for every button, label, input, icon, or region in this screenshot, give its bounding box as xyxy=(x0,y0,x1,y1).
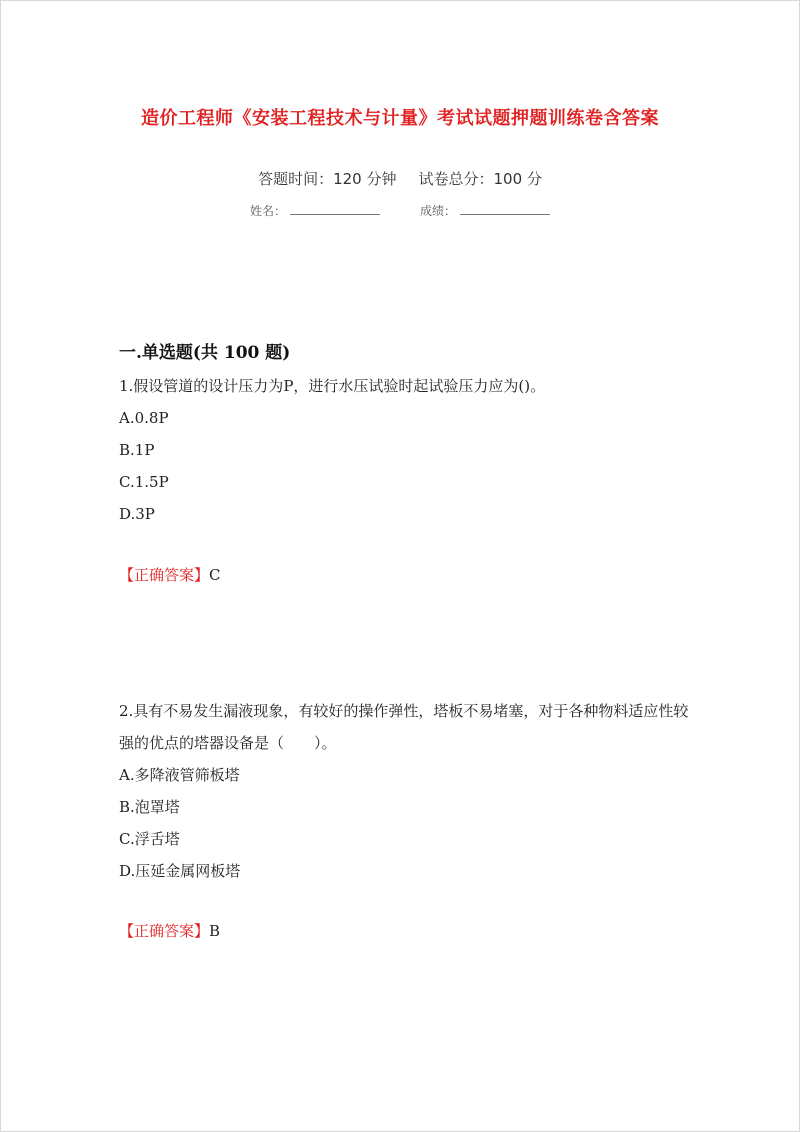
option-c: C.1.5P xyxy=(119,473,169,491)
name-label: 姓名： xyxy=(249,204,286,218)
option-b: B.泡罩塔 xyxy=(119,798,180,816)
exam-meta xyxy=(0,168,800,189)
answer-label: 【正确答案】 xyxy=(119,922,210,940)
option-b: B.1P xyxy=(119,441,155,459)
question-stem: 2.具有不易发生漏液现象，有较好的操作弹性，塔板不易堵塞，对于各种物料适应性较强的优点的塔器设备是（ ）。 xyxy=(119,702,689,752)
grade-label: 成绩： xyxy=(420,204,457,218)
document-title: 造价工程师《安装工程技术与计量》考试试题押题训练卷含答案 xyxy=(141,108,659,129)
section-title: 一.单选题(共 100 题) xyxy=(119,343,291,363)
answer-1 xyxy=(119,564,221,585)
question-stem: 1.假设管道的设计压力为P，进行水压试验时起试验压力应为()。 xyxy=(119,377,546,395)
option-d: D.3P xyxy=(119,505,155,523)
answer-2 xyxy=(119,920,220,941)
option-a: A.0.8P xyxy=(119,409,169,427)
name-blank[interactable] xyxy=(290,202,380,215)
grade-blank[interactable] xyxy=(460,202,550,215)
exam-total-score: 试卷总分：100 分 xyxy=(418,170,542,188)
option-d: D.压延金属网板塔 xyxy=(119,862,241,880)
question-1 xyxy=(119,370,699,530)
answer-value: C xyxy=(209,566,221,584)
option-c: C.浮舌塔 xyxy=(119,830,180,848)
answer-value: B xyxy=(209,922,221,940)
question-2 xyxy=(119,695,699,887)
answer-label: 【正确答案】 xyxy=(119,566,210,584)
student-fields xyxy=(0,202,800,219)
exam-time: 答题时间：120 分钟 xyxy=(258,170,397,188)
option-a: A.多降液管筛板塔 xyxy=(119,766,240,784)
